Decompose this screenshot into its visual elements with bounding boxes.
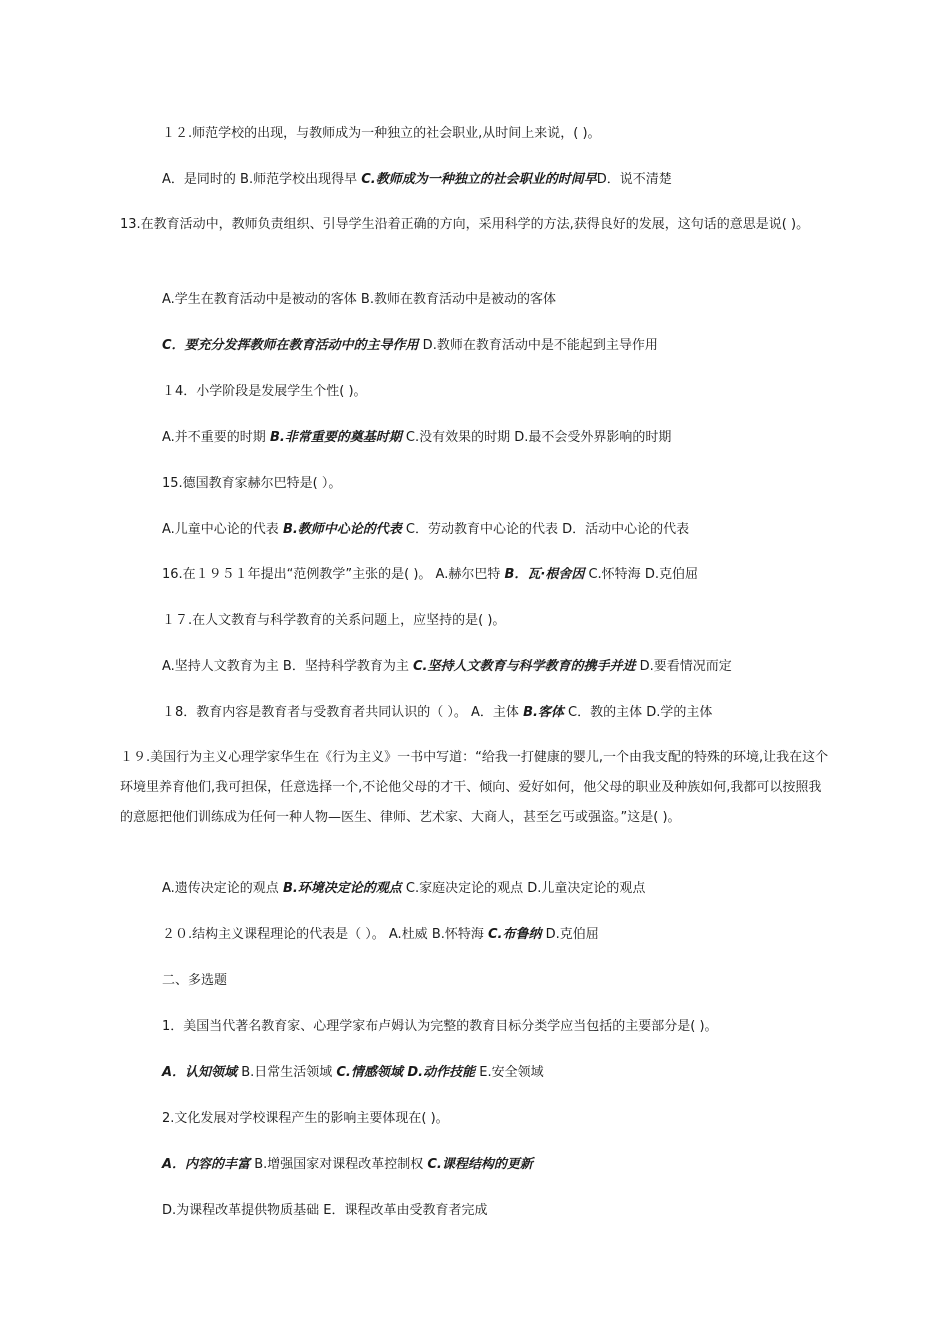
- answer-highlight: C.教师成为一种独立的社会职业的时间早: [361, 172, 597, 187]
- question-19: [120, 743, 832, 833]
- text-segment: D.要看情况而定: [635, 659, 732, 674]
- text-segment: D.教师在教育活动中是不能起到主导作用: [418, 338, 658, 353]
- text-segment: A.并不重要的时期: [162, 430, 270, 445]
- answer-highlight: B.非常重要的奠基时期: [269, 430, 402, 445]
- answer-highlight: C．要充分发挥教师在教育活动中的主导作用: [162, 338, 419, 353]
- answer-highlight: B．瓦·根舍因: [504, 567, 585, 582]
- question-16: [162, 565, 698, 585]
- text-segment: A.学生在教育活动中是被动的客体 B.教师在教育活动中是被动的客体: [162, 292, 556, 307]
- answer-highlight: B.环境决定论的观点: [282, 881, 402, 896]
- text-segment: 1．美国当代著名教育家、心理学家布卢姆认为完整的教育目标分类学应当包括的主要部分是( )。: [162, 1019, 718, 1034]
- text-segment: １4．小学阶段是发展学生个性( )。: [162, 384, 367, 399]
- answer-highlight: C.布鲁纳: [488, 927, 542, 942]
- multi-question-2-options-abc: [162, 1155, 533, 1175]
- question-13-options-ab: [162, 290, 556, 310]
- question-18: [162, 703, 712, 723]
- text-segment: B.增强国家对课程改革控制权: [250, 1157, 428, 1172]
- multi-question-1-options: [162, 1063, 544, 1083]
- text-segment: D.为课程改革提供物质基础 E．课程改革由受教育者完成: [162, 1203, 488, 1218]
- text-segment: １２.师范学校的出现，与教师成为一种独立的社会职业,从时间上来说，( )。: [162, 126, 601, 141]
- text-segment: D．说不清楚: [596, 172, 672, 187]
- question-13: [120, 210, 832, 240]
- answer-highlight: B.客体: [523, 705, 564, 720]
- text-segment: D.克伯屈: [541, 927, 599, 942]
- question-12: [162, 124, 601, 144]
- text-segment: C.没有效果的时期 D.最不会受外界影响的时期: [401, 430, 672, 445]
- text-segment: 13.在教育活动中，教师负责组织、引导学生沿着正确的方向，采用科学的方法,获得良好的发展，这句话的意思是说( )。: [120, 217, 810, 232]
- question-20: [162, 925, 599, 945]
- question-14-options: [162, 428, 671, 448]
- text-segment: 16.在１９５１年提出“范例教学”主张的是( )。 A.赫尔巴特: [162, 567, 505, 582]
- text-segment: A．是同时的 B.师范学校出现得早: [162, 172, 362, 187]
- answer-highlight: B.教师中心论的代表: [282, 522, 402, 537]
- multi-question-2: [162, 1109, 449, 1129]
- text-segment: E.安全领域: [475, 1065, 544, 1080]
- question-17-options: [162, 657, 732, 677]
- answer-highlight: A．内容的丰富: [162, 1157, 251, 1172]
- text-segment: １９.美国行为主义心理学家华生在《行为主义》一书中写道：“给我一打健康的婴儿,一个由我支配的特殊的环境,让我在这个环境里养育他们,我可担保，任意选择一个,不论他父母的才干、倾向、爱好如何，他父母的职业及种族如何,我都可以按照我的意愿把他们训练成为任何一种人物—医生、律师、艺术家、大商人，甚至乞丐或强盗。”这是( )。: [120, 750, 829, 825]
- question-15-options: [162, 520, 689, 540]
- text-segment: 15.德国教育家赫尔巴特是( ）。: [162, 476, 342, 491]
- question-19-options: [162, 879, 645, 899]
- answer-highlight: A．认知领域: [162, 1065, 238, 1080]
- question-14: [162, 382, 367, 402]
- text-segment: 二、多选题: [162, 973, 228, 988]
- text-segment: B.日常生活领域: [237, 1065, 337, 1080]
- text-segment: C．劳动教育中心论的代表 D．活动中心论的代表: [401, 522, 690, 537]
- text-segment: １8．教育内容是教育者与受教育者共同认识的（ ）。 A．主体: [162, 705, 524, 720]
- question-17: [162, 611, 505, 631]
- text-segment: C.怀特海 D.克伯屈: [584, 567, 698, 582]
- question-13-options-cd: [162, 336, 658, 356]
- answer-highlight: C.课程结构的更新: [427, 1157, 533, 1172]
- text-segment: 2.文化发展对学校课程产生的影响主要体现在( )。: [162, 1111, 449, 1126]
- text-segment: ２０.结构主义课程理论的代表是（ ）。 A.杜威 B.怀特海: [162, 927, 489, 942]
- answer-highlight: C.坚持人文教育与科学教育的携手并进: [412, 659, 636, 674]
- multi-question-1: [162, 1017, 718, 1037]
- text-segment: １７.在人文教育与科学教育的关系问题上，应坚持的是( )。: [162, 613, 506, 628]
- text-segment: A.坚持人文教育为主 B．坚持科学教育为主: [162, 659, 413, 674]
- multi-question-2-options-de: [162, 1201, 488, 1221]
- answer-highlight: C.情感领域 D.动作技能: [336, 1065, 476, 1080]
- question-15: [162, 474, 341, 494]
- question-12-options: [162, 170, 672, 190]
- text-segment: C.家庭决定论的观点 D.儿童决定论的观点: [401, 881, 646, 896]
- text-segment: A.儿童中心论的代表: [162, 522, 283, 537]
- section-multiple-choice-heading: [162, 971, 227, 991]
- text-segment: A.遗传决定论的观点: [162, 881, 283, 896]
- text-segment: C．教的主体 D.学的主体: [563, 705, 713, 720]
